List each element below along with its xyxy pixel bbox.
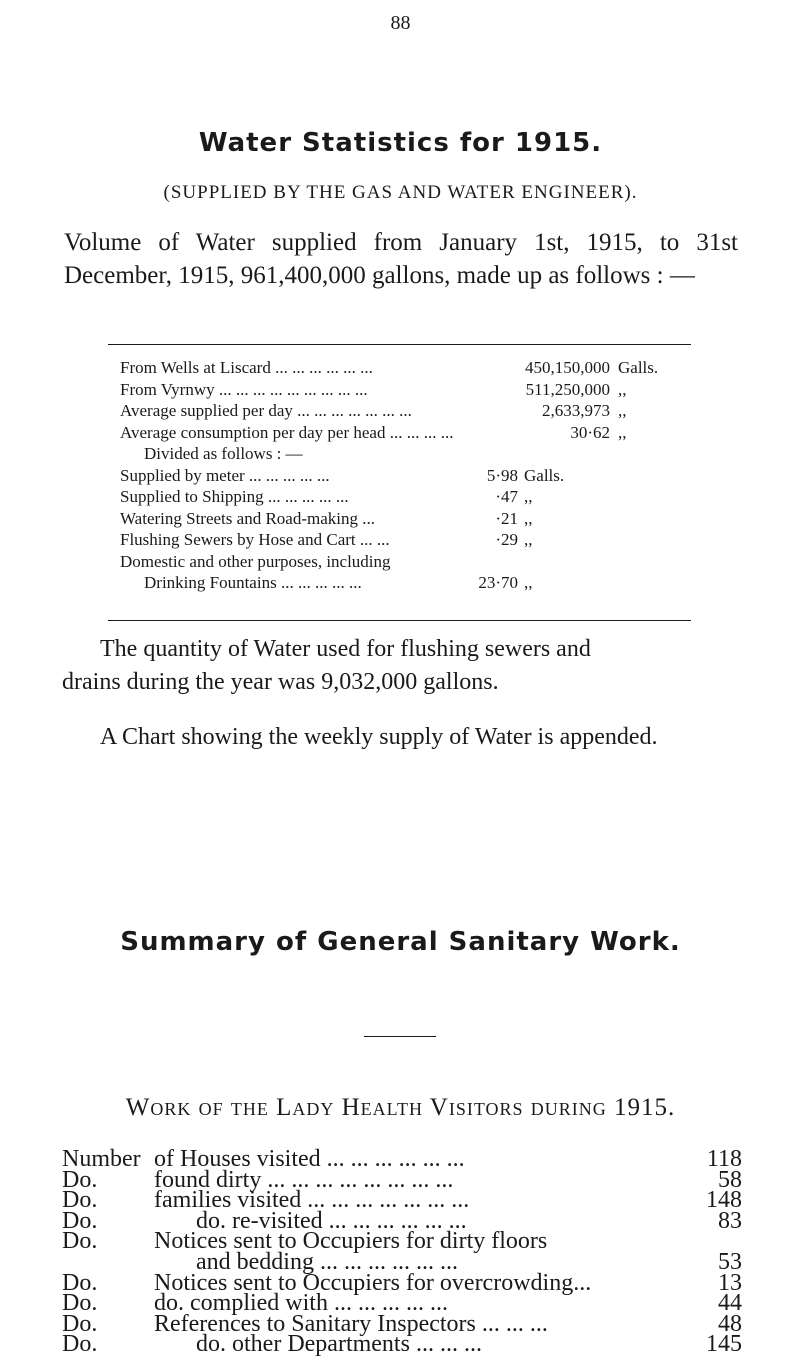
section-title: Water Statistics for 1915.: [198, 128, 603, 158]
divided-row-label: Supplied to Shipping ... ... ... ... ...: [120, 487, 349, 506]
work-row-description: do. re-visited ... ... ... ... ... ...: [196, 1207, 467, 1234]
work-row-count: 58: [718, 1166, 742, 1193]
divided-row-label: Drinking Fountains ... ... ... ... ...: [144, 573, 362, 592]
table-bottom-rule: [108, 620, 691, 621]
supply-row-unit: Galls.: [618, 358, 659, 377]
divided-row-unit: ,,: [524, 530, 533, 549]
divided-row-unit: ,,: [524, 487, 533, 506]
divided-row-unit: ,,: [524, 508, 533, 528]
divided-row-label: Supplied by meter ... ... ... ... ...: [120, 465, 330, 485]
work-row-description: Notices sent to Occupiers for dirty floors: [154, 1228, 548, 1255]
work-row-count: 53: [718, 1249, 742, 1275]
divided-row-unit: ,,: [524, 573, 533, 592]
supply-row-unit: ,,: [618, 401, 627, 420]
work-row-count: 118: [706, 1146, 742, 1172]
work-row-label: Do.: [62, 1290, 98, 1317]
supply-row-unit: ,,: [618, 379, 627, 399]
divided-row-value: ·21: [495, 508, 518, 528]
work-row-label: Do.: [62, 1269, 98, 1296]
divider: [364, 1036, 436, 1037]
work-row-description: families visited ... ... ... ... ... ... ...: [154, 1187, 470, 1214]
work-row-description: do. complied with ... ... ... ... ...: [154, 1290, 448, 1317]
work-row-description: found dirty ... ... ... ... ... ... ... ...: [154, 1166, 454, 1193]
work-row-description: References to Sanitary Inspectors ... ... ...: [154, 1310, 548, 1337]
work-row-count: 83: [718, 1207, 742, 1234]
divided-row-label: Flushing Sewers by Hose and Cart ... ...: [120, 530, 390, 549]
divided-row-unit: Galls.: [524, 465, 565, 485]
supply-row-label: From Vyrnwy ... ... ... ... ... ... ... ... ...: [120, 379, 368, 399]
work-row-label: Do.: [62, 1166, 98, 1193]
work-row-description: do. other Departments ... ... ...: [196, 1331, 482, 1358]
work-row-description: of Houses visited ... ... ... ... ... ...: [154, 1146, 465, 1172]
supply-row-value: 30·62: [570, 422, 610, 442]
summary-heading: Summary of General Sanitary Work.: [120, 927, 681, 957]
work-row-count: 145: [706, 1331, 742, 1358]
supply-row-label: From Wells at Liscard ... ... ... ... ... ...: [120, 358, 373, 377]
divided-row-value: ·47: [495, 487, 518, 506]
flushing-paragraph-line-2: drains during the year was 9,032,000 gallons.: [62, 669, 499, 695]
table-top-rule: [108, 344, 691, 345]
work-heading: Work of the Lady Health Visitors during 1915.: [125, 1094, 676, 1121]
work-row-label: Do.: [62, 1207, 98, 1234]
intro-paragraph: Volume of Water supplied from January 1st, 1915, to 31st December, 1915, 961,400,000 gallons, made up as follows : —: [64, 229, 738, 289]
section-subtitle: (SUPPLIED BY THE GAS AND WATER ENGINEER).: [163, 182, 638, 203]
work-row-label: Number: [62, 1146, 141, 1172]
flushing-paragraph-line-1: The quantity of Water used for flushing sewers and: [100, 636, 591, 662]
chart-note-paragraph: A Chart showing the weekly supply of Water is appended.: [100, 724, 658, 750]
divided-row-value: 23·70: [478, 573, 518, 592]
work-row-label: Do.: [62, 1228, 98, 1255]
work-row-count: 48: [718, 1310, 742, 1337]
work-row-description: and bedding ... ... ... ... ... ...: [196, 1249, 458, 1275]
page-number: 88: [390, 12, 411, 34]
supply-row-value: 450,150,000: [525, 358, 610, 377]
work-row-label: Do.: [62, 1187, 98, 1214]
work-row-label: Do.: [62, 1331, 98, 1358]
divided-row-value: 5·98: [486, 465, 518, 485]
supply-row-label: Average consumption per day per head ... ... ... ...: [120, 422, 454, 442]
work-row-count: 44: [718, 1290, 742, 1317]
supply-row-label: Average supplied per day ... ... ... ... ... ... ...: [120, 401, 412, 420]
work-row-count: 148: [706, 1187, 742, 1214]
supply-row-unit: ,,: [618, 422, 627, 442]
work-row-count: 13: [718, 1269, 742, 1296]
divided-row-label: Domestic and other purposes, including: [120, 551, 391, 571]
divided-label: Divided as follows : —: [144, 444, 303, 463]
supply-row-value: 511,250,000: [525, 379, 610, 399]
work-row-label: Do.: [62, 1310, 98, 1337]
divided-row-value: ·29: [495, 530, 518, 549]
divided-row-label: Watering Streets and Road-making ...: [120, 508, 375, 528]
supply-row-value: 2,633,973: [542, 401, 610, 420]
work-row-description: Notices sent to Occupiers for overcrowding...: [154, 1269, 592, 1296]
